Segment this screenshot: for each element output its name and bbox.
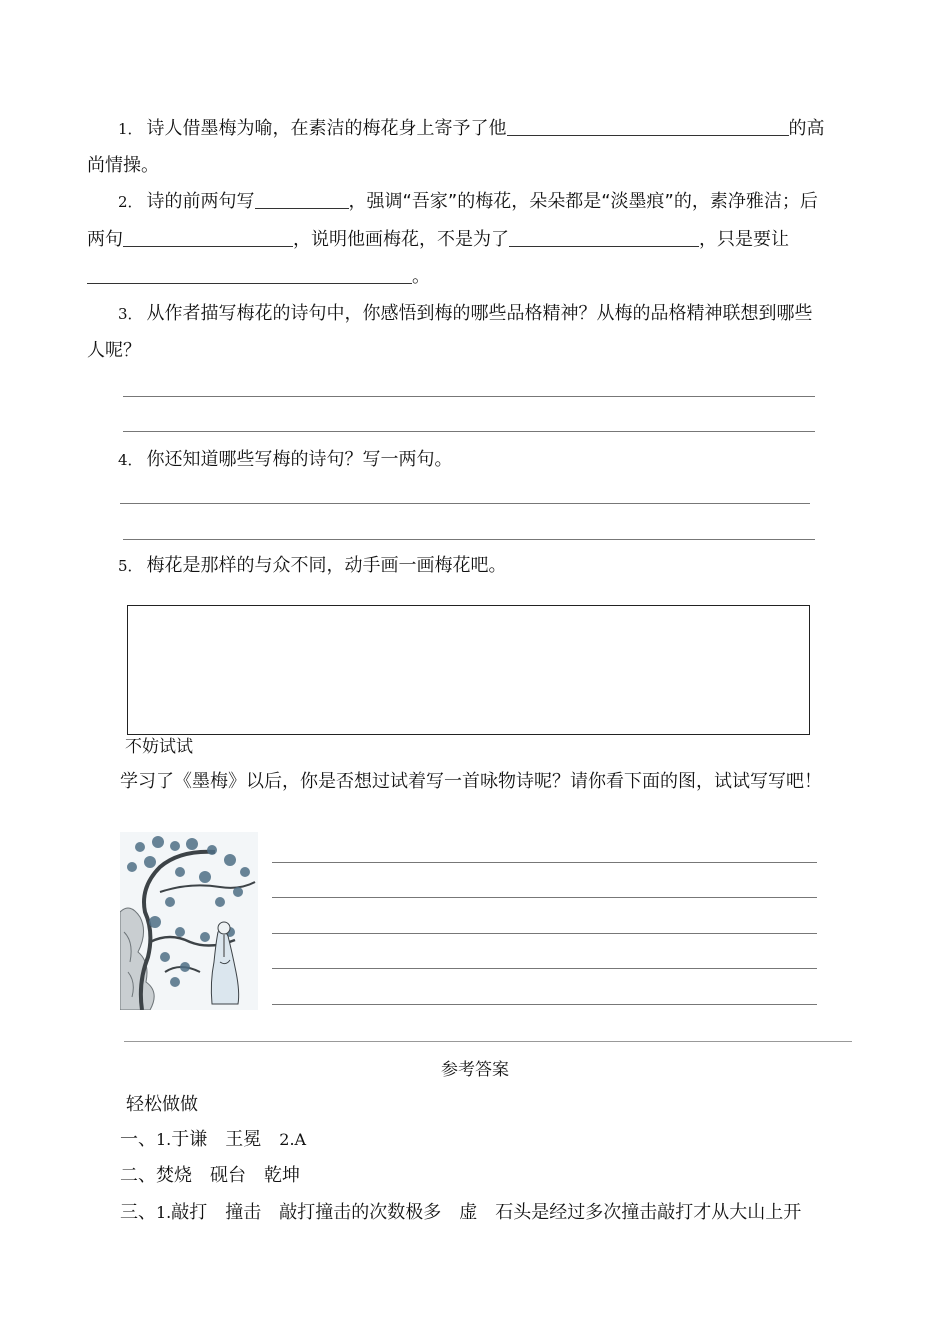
answers-row-1-number-2: 2.A	[279, 1130, 307, 1149]
answers-row-1-text-1: 于谦 王冕	[171, 1129, 280, 1150]
answers-subtitle: 轻松做做	[126, 1094, 198, 1115]
question-3-line-2: 人呢？	[87, 340, 141, 361]
question-1-blank[interactable]	[507, 117, 789, 136]
plum-tree-and-scholar-icon	[120, 832, 258, 1010]
question-2-line-1	[118, 190, 818, 214]
answers-row-3-text: 敲打 撞击 敲打撞击的次数极多 虚 石头是经过多次撞击敲打才从大山上开	[171, 1202, 802, 1223]
plum-tree-and-scholar-illustration	[120, 832, 258, 1010]
question-1-text-end: 的高	[788, 118, 825, 139]
question-2-text-4: ，说明他画梅花，不是为了	[293, 229, 509, 250]
question-3-answer-line-2[interactable]	[123, 431, 815, 432]
question-2-text-6: 。	[412, 266, 430, 287]
drawing-box[interactable]	[127, 605, 810, 735]
question-5-line	[118, 554, 507, 578]
poem-writing-line-3[interactable]	[272, 933, 817, 934]
question-2-blank-1[interactable]	[255, 190, 349, 209]
poem-writing-line-2[interactable]	[272, 897, 817, 898]
question-2-text-2: ，强调“吾家”的梅花，朵朵都是“淡墨痕”的，素净雅洁；后	[348, 191, 818, 212]
question-2-blank-2[interactable]	[123, 228, 293, 247]
question-2-text-3: 两句	[87, 229, 123, 250]
question-1-text: 诗人借墨梅为喻，在素洁的梅花身上寄予了他	[146, 118, 507, 139]
answers-row-2: 二、焚烧 砚台 乾坤	[120, 1165, 300, 1186]
question-3-answer-line-1[interactable]	[123, 396, 815, 397]
poem-writing-line-4[interactable]	[272, 968, 817, 969]
try-section-title: 不妨试试	[125, 737, 193, 757]
answers-row-1	[120, 1128, 306, 1152]
question-4-number: 4．	[118, 451, 143, 469]
question-4-answer-line-2[interactable]	[123, 539, 815, 540]
answers-title: 参考答案	[441, 1060, 509, 1080]
question-5-number: 5．	[118, 557, 143, 575]
question-4-answer-line-1[interactable]	[120, 503, 810, 504]
question-2-line-2	[87, 228, 789, 252]
answers-row-1-label: 一、	[120, 1129, 156, 1150]
question-1-line-1	[118, 117, 825, 141]
question-2-blank-3[interactable]	[509, 228, 699, 247]
question-2-blank-4[interactable]	[87, 265, 412, 284]
answers-row-3-number: 1.	[156, 1203, 172, 1222]
question-4-line	[118, 448, 453, 472]
question-3-line-1	[118, 302, 813, 326]
question-1-number: 1．	[118, 120, 143, 138]
question-1-line-2: 尚情操。	[87, 155, 159, 176]
question-2-number: 2．	[118, 193, 143, 211]
poem-writing-line-1[interactable]	[272, 862, 817, 863]
answers-row-3	[120, 1201, 801, 1225]
question-2-text-5: ，只是要让	[699, 229, 789, 250]
section-divider	[124, 1041, 852, 1042]
question-2-text: 诗的前两句写	[146, 191, 255, 212]
question-3-text: 从作者描写梅花的诗句中，你感悟到梅的哪些品格精神？从梅的品格精神联想到哪些	[146, 303, 813, 324]
question-5-text: 梅花是那样的与众不同，动手画一画梅花吧。	[146, 555, 507, 576]
answers-row-1-number-1: 1.	[156, 1130, 172, 1149]
answers-row-3-label: 三、	[120, 1202, 156, 1223]
question-4-text: 你还知道哪些写梅的诗句？写一两句。	[146, 449, 453, 470]
question-3-number: 3．	[118, 305, 143, 323]
try-section-prompt: 学习了《墨梅》以后，你是否想过试着写一首咏物诗呢？请你看下面的图，试试写写吧！	[120, 771, 822, 792]
question-2-line-3	[87, 265, 430, 289]
poem-writing-line-5[interactable]	[272, 1004, 817, 1005]
